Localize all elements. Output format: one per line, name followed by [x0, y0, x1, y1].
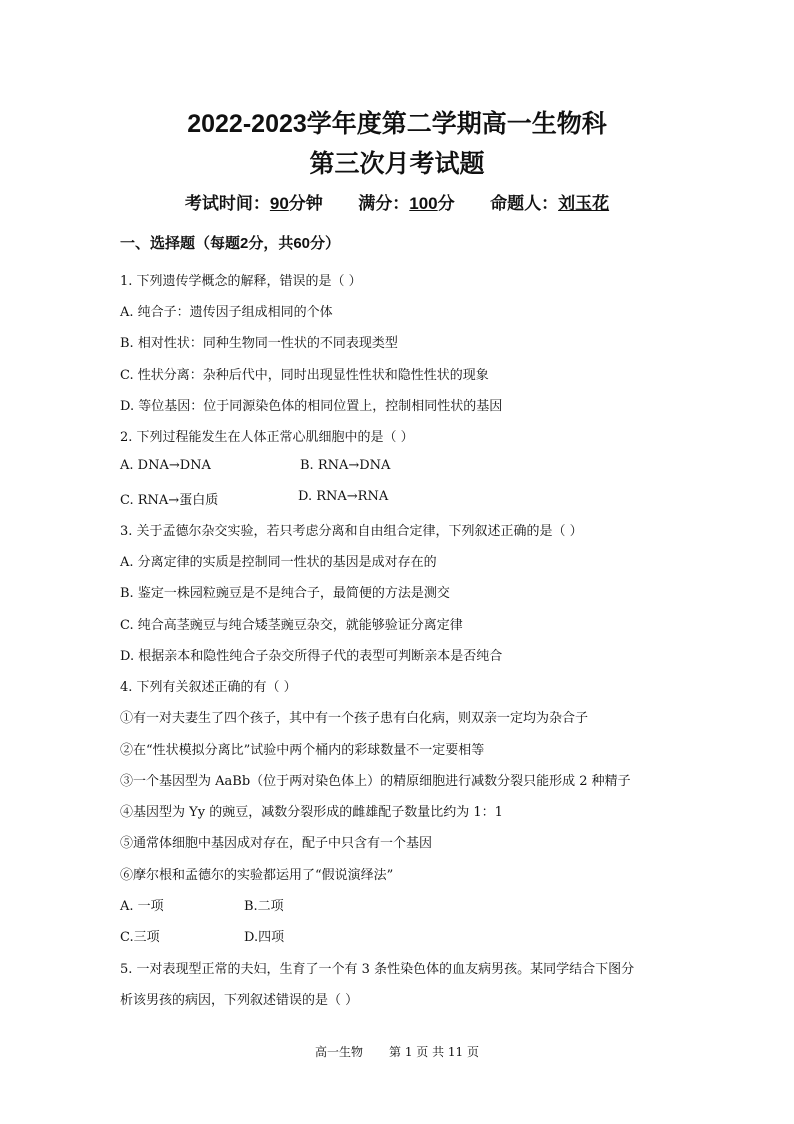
q2-options-row1	[120, 458, 391, 473]
q1-option-c: C. 性状分离：杂种后代中，同时出现显性性状和隐性性状的现象	[120, 368, 489, 383]
q4-statement-5: ⑤通常体细胞中基因成对存在，配子中只含有一个基因	[120, 836, 433, 851]
exam-meta	[0, 189, 794, 214]
q4-option-c: C.三项	[120, 930, 160, 945]
exam-title-line1: 2022-2023学年度第二学期高一生物科	[187, 110, 607, 138]
q3-option-b: B. 鉴定一株园粒豌豆是不是纯合子，最简便的方法是测交	[120, 586, 450, 601]
page-footer	[0, 1043, 794, 1060]
q4-statement-3: ③一个基因型为 AaBb（位于两对染色体上）的精原细胞进行减数分裂只能形成 2 种精子	[120, 774, 631, 789]
score-label: 满分：	[358, 194, 410, 213]
q2-options-row2	[120, 489, 389, 508]
q1-option-b: B. 相对性状：同种生物同一性状的不同表现类型	[120, 336, 398, 351]
q4-statement-4: ④基因型为 Yy 的豌豆，减数分裂形成的雌雄配子数量比约为 1：1	[120, 805, 503, 820]
score-unit: 分	[437, 194, 455, 213]
section-heading: 一、选择题（每题2分，共60分）	[120, 235, 341, 252]
footer-page-info: 第 1 页 共 11 页	[389, 1045, 479, 1059]
time-value: 90	[269, 194, 289, 213]
q4-options-row1	[120, 895, 284, 914]
q1-stem: 1. 下列遗传学概念的解释，错误的是（ ）	[120, 274, 362, 289]
q4-statement-6: ⑥摩尔根和孟德尔的实验都运用了“假说演绎法”	[120, 868, 394, 883]
q1-option-a: A. 纯合子：遗传因子组成相同的个体	[120, 305, 333, 320]
q4-statement-2: ②在“性状模拟分离比”试验中两个桶内的彩球数量不一定要相等	[120, 743, 485, 758]
q3-stem: 3. 关于孟德尔杂交实验，若只考虑分离和自由组合定律，下列叙述正确的是（ ）	[120, 524, 583, 539]
q1-option-d: D. 等位基因：位于同源染色体的相同位置上，控制相同性状的基因	[120, 399, 503, 414]
q3-option-d: D. 根据亲本和隐性纯合子杂交所得子代的表型可判断亲本是否纯合	[120, 649, 503, 664]
q4-stem: 4. 下列有关叙述正确的有（ ）	[120, 680, 297, 695]
q5-stem-line2: 析该男孩的病因，下列叙述错误的是（ ）	[120, 993, 359, 1008]
author-value: 刘玉花	[558, 194, 610, 213]
q5-stem-line1: 5. 一对表现型正常的夫妇，生育了一个有 3 条性染色体的血友病男孩。某同学结合下图分	[120, 962, 635, 977]
q2-stem: 2. 下列过程能发生在人体正常心肌细胞中的是（ ）	[120, 430, 414, 445]
q2-option-c: C. RNA→蛋白质	[120, 493, 219, 508]
q3-option-a: A. 分离定律的实质是控制同一性状的基因是成对存在的	[120, 555, 437, 570]
q4-statement-1: ①有一对夫妻生了四个孩子，其中有一个孩子患有白化病，则双亲一定均为杂合子	[120, 711, 589, 726]
author-label: 命题人：	[490, 194, 559, 213]
q2-option-b: B. RNA→DNA	[300, 458, 391, 473]
q2-option-d: D. RNA→RNA	[298, 489, 389, 504]
q4-option-d: D.四项	[244, 930, 285, 945]
q4-option-a: A. 一项	[120, 899, 164, 914]
time-label: 考试时间：	[184, 194, 270, 213]
q2-option-a: A. DNA→DNA	[120, 458, 211, 473]
q4-options-row2	[120, 926, 285, 945]
q3-option-c: C. 纯合高茎豌豆与纯合矮茎豌豆杂交，就能够验证分离定律	[120, 618, 463, 633]
time-unit: 分钟	[288, 194, 323, 213]
exam-title-line2: 第三次月考试题	[309, 150, 485, 178]
footer-subject: 高一生物	[315, 1045, 364, 1059]
score-value: 100	[409, 194, 438, 213]
q4-option-b: B.二项	[244, 899, 284, 914]
